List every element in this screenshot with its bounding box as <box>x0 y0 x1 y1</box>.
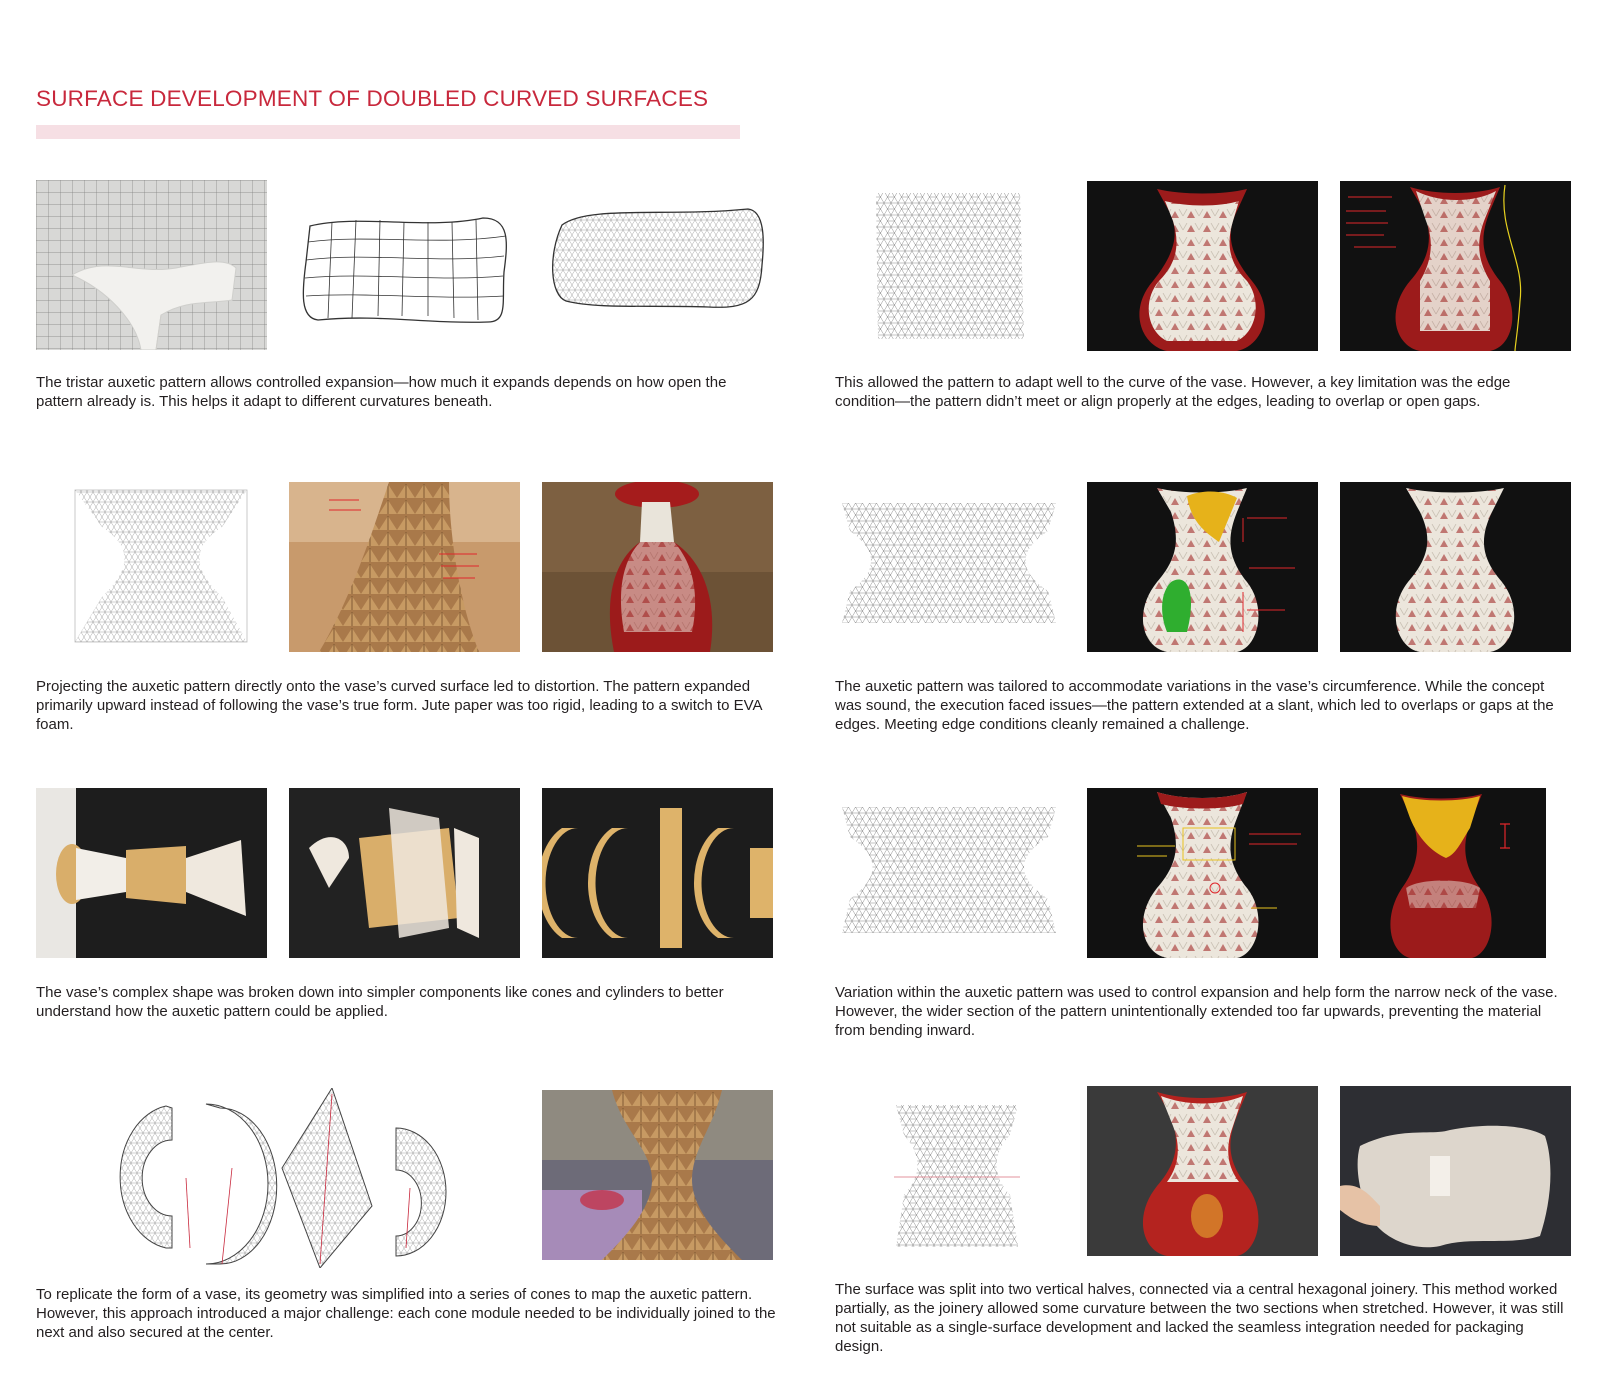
caption-tristar: The tristar auxetic pattern allows controlled expansion—how much it expands depends on how open the pattern already is. This helps it adapt to different curvatures beneath. <box>36 374 727 410</box>
photo-vase-tailored <box>1340 482 1571 652</box>
drawing-grid-outline <box>298 212 516 328</box>
caption-halves: The surface was split into two vertical halves, connected via a central hexagonal joinery. This method worked partially, as the joinery allowed some curvature between the two sections when stretched. However, it was still not suitable as a single-surface development and lacked the seamless integration needed for packaging design. <box>835 1281 1564 1355</box>
drawing-hex-pattern-sheet <box>870 185 1030 345</box>
photo-jute-on-vase <box>542 482 773 652</box>
photo-vase-annotated-colored <box>1087 482 1318 652</box>
drawing-variation-pattern <box>838 795 1063 940</box>
photo-vase-annotated-yellow <box>1087 788 1318 958</box>
photo-jute-closeup-annotated <box>289 482 520 652</box>
drawing-tailored-pattern <box>838 491 1063 631</box>
title-underline-bar <box>36 125 740 139</box>
photo-vase-partial-fill <box>1340 788 1546 958</box>
caption-tailored: The auxetic pattern was tailored to accommodate variations in the vase’s circumference. While the concept was sound, the execution faced issues—the pattern extended at a slant, which led to overlaps or gaps at the edges. Meeting edge conditions cleanly remained a challenge. <box>835 678 1554 733</box>
drawing-tapered-pattern <box>72 487 252 645</box>
photo-folded-sheet-on-grid <box>36 180 267 350</box>
photo-cone-model-2 <box>289 788 520 958</box>
photo-cone-model-1 <box>36 788 267 958</box>
photo-flat-components <box>542 788 773 958</box>
caption-variation: Variation within the auxetic pattern was used to control expansion and help form the narrow neck of the vase. However, the wider section of the pattern unintentionally extended too far upwards, preventing the material from bending inward. <box>835 984 1558 1039</box>
caption-components: The vase’s complex shape was broken down into simpler components like cones and cylinders to better understand how the auxetic pattern could be applied. <box>36 984 724 1020</box>
drawing-cone-developments <box>110 1088 460 1268</box>
caption-cones: To replicate the form of a vase, its geometry was simplified into a series of cones to map the auxetic pattern. However, this approach introduced a major challenge: each cone module needed to be individually joined to the next and also secured at the center. <box>36 1286 776 1341</box>
page-title: SURFACE DEVELOPMENT OF DOUBLED CURVED SURFACES <box>36 86 709 111</box>
photo-stretched-foam <box>1340 1086 1571 1256</box>
drawing-tristar-outline <box>548 205 768 313</box>
caption-edge: This allowed the pattern to adapt well to the curve of the vase. However, a key limitation was the edge condition—the pattern didn’t meet or align properly at the edges, leading to overlap or open gaps. <box>835 374 1511 410</box>
photo-vase-kraft-closeup <box>542 1090 773 1260</box>
caption-projection: Projecting the auxetic pattern directly onto the vase’s curved surface led to distortion. The pattern expanded primarily upward instead of following the vase’s true form. Jute paper was too rigid, leading to a switch to EVA foam. <box>36 678 762 733</box>
drawing-split-pattern <box>892 1095 1022 1255</box>
photo-vase-annotated-red <box>1340 181 1571 351</box>
photo-vase-halves <box>1087 1086 1318 1256</box>
photo-vase-wrapped <box>1087 181 1318 351</box>
